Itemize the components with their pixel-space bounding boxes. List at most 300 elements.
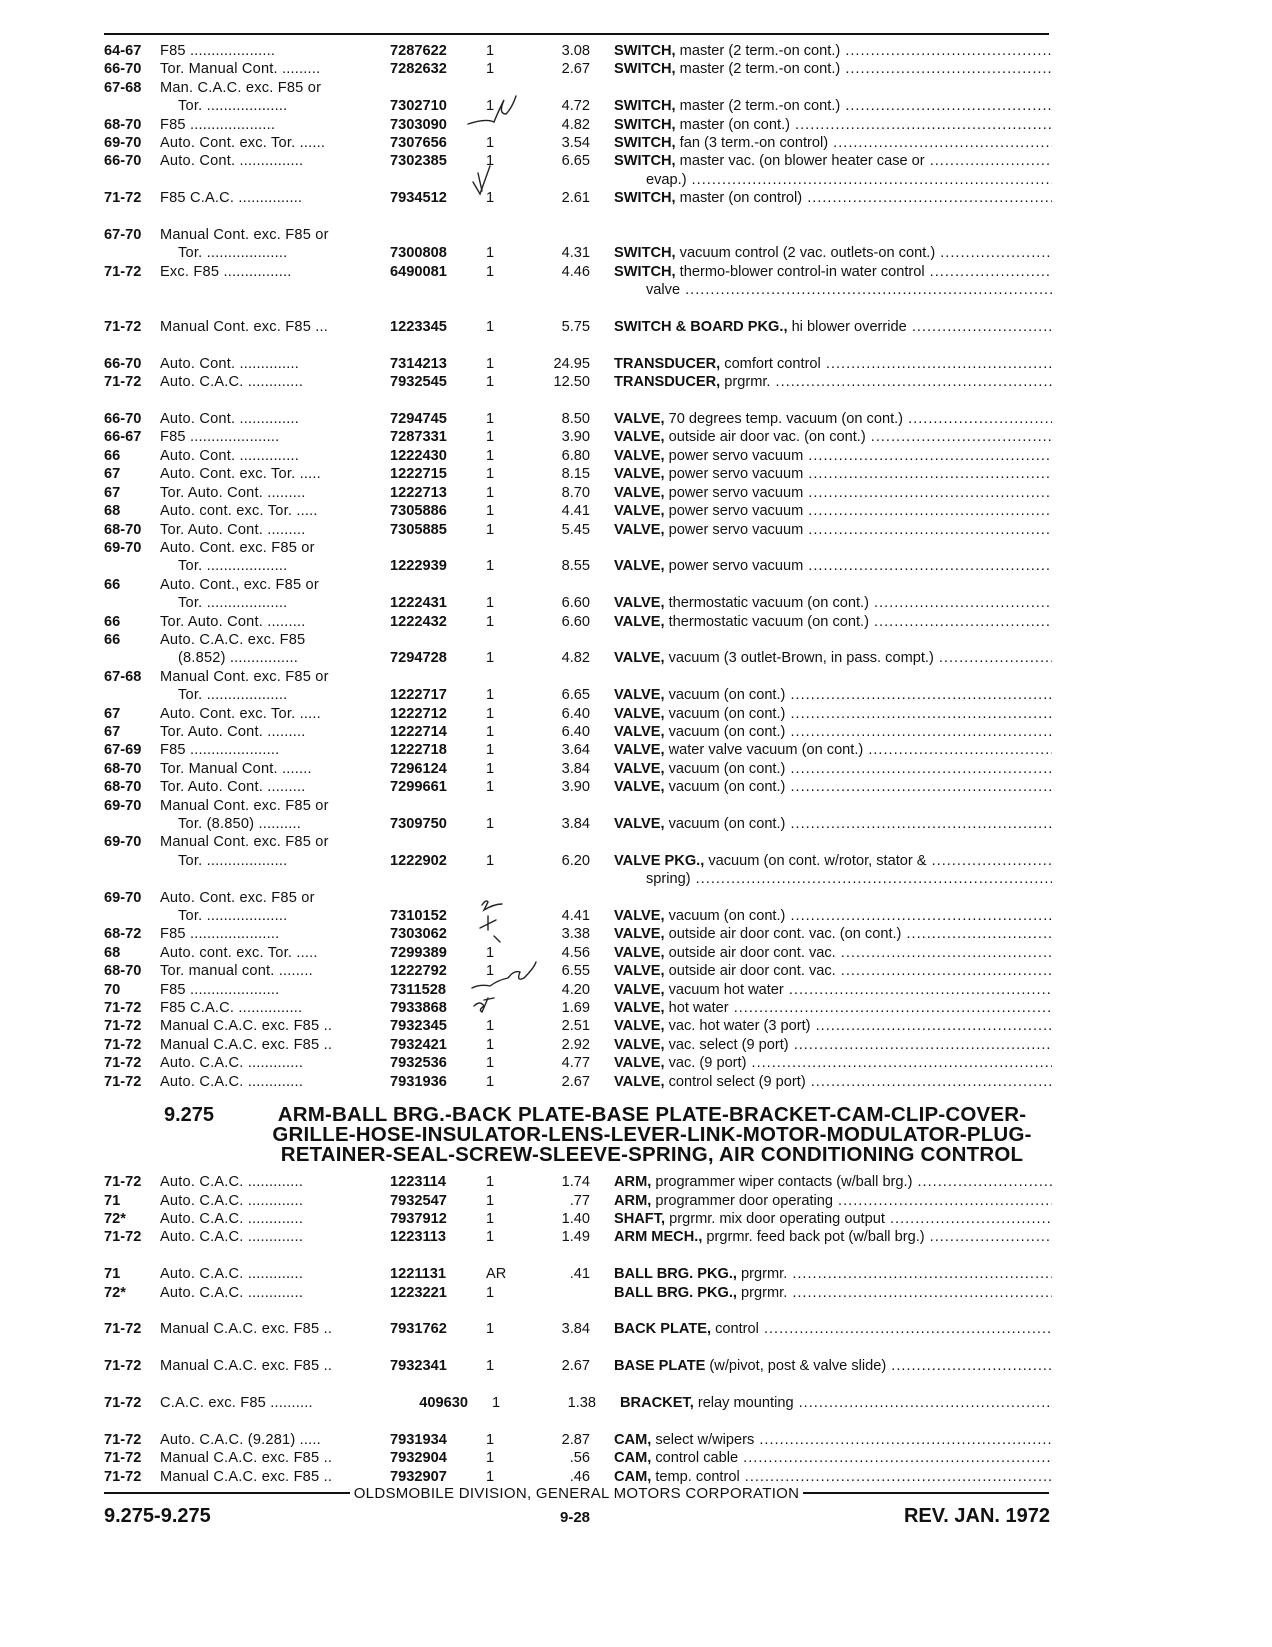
quantity: 1 <box>486 558 495 575</box>
application: Tor. ................... <box>178 908 288 925</box>
part-detail: vacuum (on cont.) ..... <box>665 816 1052 832</box>
part-detail: master vac. (on blower heater case or ..... <box>676 153 1052 169</box>
part-number: 1222718 <box>390 742 447 759</box>
part-detail: hot water ..... <box>665 1000 1052 1016</box>
part-name: SWITCH, <box>614 245 676 262</box>
description <box>590 760 1052 778</box>
price: 4.41 <box>561 908 590 925</box>
model-years: 68 <box>104 944 121 961</box>
part-number: 7282632 <box>390 61 447 78</box>
application: F85 ..................... <box>160 926 280 943</box>
model-years: 71-72 <box>104 1073 142 1090</box>
part-name: VALVE, <box>614 650 665 667</box>
description <box>590 263 1052 281</box>
part-detail: thermostatic vacuum (on cont.) ..... <box>665 614 1052 630</box>
part-detail: power servo vacuum ..... <box>665 448 1052 464</box>
price: 1.74 <box>561 1174 590 1191</box>
part-detail: programmer door operating ..... <box>651 1193 1052 1209</box>
model-years: 69-70 <box>104 539 142 556</box>
application: Manual Cont. exc. F85 or <box>160 668 329 685</box>
price: 6.20 <box>561 852 590 869</box>
part-row <box>104 631 1052 649</box>
part-row <box>104 1394 1052 1412</box>
model-years: 67 <box>104 705 121 722</box>
model-years: 72* <box>104 1210 126 1227</box>
part-row <box>104 79 1052 97</box>
part-row <box>104 410 1052 428</box>
model-years: 71 <box>104 1266 121 1283</box>
description <box>590 723 1052 741</box>
model-years: 67-68 <box>104 668 142 685</box>
application: Tor. (8.850) .......... <box>178 816 302 832</box>
description <box>590 981 1052 999</box>
application: Tor. Auto. Cont. ......... <box>160 613 306 630</box>
part-row <box>104 42 1052 60</box>
model-years: 71-72 <box>104 1394 142 1411</box>
part-row <box>104 318 1052 336</box>
part-number: 1223113 <box>390 1229 447 1246</box>
part-row <box>104 576 1052 594</box>
quantity: 1 <box>486 1229 495 1246</box>
description <box>590 1192 1052 1210</box>
quantity: 1 <box>486 1284 495 1301</box>
quantity: 1 <box>486 963 495 980</box>
section-ac-control <box>104 1173 1052 1486</box>
part-name: SWITCH, <box>614 190 676 207</box>
model-years: 71-72 <box>104 190 142 207</box>
quantity: 1 <box>486 245 495 262</box>
part-row <box>104 999 1052 1017</box>
part-name: SHAFT, <box>614 1210 666 1227</box>
quantity: 1 <box>486 1210 495 1227</box>
model-years: 71 <box>104 1192 121 1209</box>
model-years: 68-70 <box>104 760 142 777</box>
quantity: 1 <box>486 687 495 704</box>
part-detail: thermostatic vacuum (on cont.) ..... <box>665 595 1052 611</box>
part-row <box>104 1431 1052 1449</box>
part-name: SWITCH & BOARD PKG., <box>614 319 788 336</box>
description <box>590 116 1052 134</box>
part-row <box>104 797 1052 815</box>
price: 1.69 <box>561 1000 590 1017</box>
part-number: 7933868 <box>390 1000 447 1017</box>
description <box>590 244 1052 262</box>
part-name: VALVE, <box>614 503 665 520</box>
application: (8.852) ................ <box>178 650 298 667</box>
part-detail: comfort control ..... <box>720 356 1052 372</box>
price: 4.46 <box>561 263 590 280</box>
application: Man. C.A.C. exc. F85 or <box>160 79 322 96</box>
part-row <box>104 152 1052 170</box>
price: 4.20 <box>561 981 590 998</box>
quantity: 1 <box>486 852 495 869</box>
part-name: VALVE, <box>614 816 665 832</box>
price: 4.82 <box>561 116 590 133</box>
description <box>590 613 1052 631</box>
part-row <box>104 1192 1052 1210</box>
part-name: BASE PLATE <box>614 1358 706 1375</box>
application: Manual C.A.C. exc. F85 .. <box>160 1018 333 1035</box>
description <box>590 741 1052 759</box>
quantity: 1 <box>486 484 495 501</box>
part-name: BALL BRG. PKG., <box>614 1266 737 1283</box>
application: Auto. cont. exc. Tor. ..... <box>160 944 318 961</box>
part-detail: power servo vacuum ..... <box>665 485 1052 501</box>
part-row <box>104 741 1052 759</box>
part-row <box>104 134 1052 152</box>
description <box>590 373 1052 391</box>
part-detail: power servo vacuum ..... <box>665 503 1052 519</box>
application: Manual C.A.C. exc. F85 .. <box>160 1450 333 1467</box>
part-number: 1222431 <box>390 595 447 612</box>
quantity: 1 <box>486 355 495 372</box>
part-detail: select w/wipers ..... <box>651 1432 1052 1448</box>
application: Tor. Auto. Cont. ......... <box>160 779 306 796</box>
model-years: 66 <box>104 631 121 648</box>
part-number: 7305885 <box>390 521 447 538</box>
part-number: 1222714 <box>390 723 447 740</box>
description <box>590 410 1052 428</box>
description <box>590 1320 1052 1338</box>
part-number: 1222432 <box>390 613 447 630</box>
application: Tor. Manual Cont. ....... <box>160 760 312 777</box>
part-row <box>104 1073 1052 1091</box>
part-row <box>104 1210 1052 1228</box>
quantity: 1 <box>486 944 495 961</box>
application: Auto. C.A.C. ............. <box>160 1055 304 1072</box>
application: Auto. C.A.C. ............. <box>160 1174 304 1191</box>
description <box>590 705 1052 723</box>
model-years: 71-72 <box>104 1450 142 1467</box>
part-detail: vacuum (on cont.) ..... <box>665 687 1052 703</box>
description <box>590 134 1052 152</box>
part-name: SWITCH, <box>614 98 676 115</box>
part-name: VALVE, <box>614 447 665 464</box>
part-number: 7314213 <box>390 355 447 372</box>
application: Auto. C.A.C. ............. <box>160 1266 304 1283</box>
model-years: 66-70 <box>104 61 142 78</box>
part-name: CAM, <box>614 1468 652 1485</box>
model-years: 67 <box>104 484 121 501</box>
price: 8.55 <box>561 558 590 575</box>
part-row <box>104 521 1052 539</box>
part-name: SWITCH, <box>614 116 676 133</box>
description <box>590 502 1052 520</box>
part-detail: control ..... <box>711 1321 1052 1337</box>
description <box>590 152 1052 170</box>
part-row <box>104 502 1052 520</box>
application: Auto. Cont. exc. Tor. ..... <box>160 466 321 483</box>
description <box>590 1036 1052 1054</box>
description <box>590 594 1052 612</box>
price: 8.50 <box>561 411 590 428</box>
description <box>590 778 1052 796</box>
part-name: VALVE, <box>614 558 665 575</box>
part-number: 1222713 <box>390 484 447 501</box>
quantity: 1 <box>486 61 495 78</box>
description <box>590 870 1052 888</box>
application: Auto. Cont. exc. F85 or <box>160 539 315 556</box>
part-name: SWITCH, <box>614 263 676 280</box>
part-row <box>104 189 1052 207</box>
price: .46 <box>569 1468 590 1485</box>
part-number: 1223345 <box>390 319 447 336</box>
part-row <box>104 226 1052 244</box>
part-row <box>104 1284 1052 1302</box>
part-number: 7932421 <box>390 1036 447 1053</box>
application: Auto. Cont. .............. <box>160 355 300 372</box>
description <box>590 484 1052 502</box>
quantity: 1 <box>486 190 495 207</box>
footer-section-range: 9.275-9.275 <box>104 1505 211 1527</box>
description <box>590 557 1052 575</box>
footer-rule-left <box>104 1492 350 1494</box>
part-name: VALVE, <box>614 687 665 704</box>
part-number: 7305886 <box>390 503 447 520</box>
part-row <box>104 171 1052 189</box>
model-years: 66-70 <box>104 355 142 372</box>
part-name: VALVE, <box>614 1000 665 1017</box>
application: Tor. ................... <box>178 595 288 612</box>
part-detail: prgrmr. mix door operating output ..... <box>665 1211 1052 1227</box>
part-detail: prgrmr. ..... <box>737 1266 1052 1282</box>
application: Auto. C.A.C. ............. <box>160 374 304 391</box>
application: Auto. C.A.C. ............. <box>160 1192 304 1209</box>
model-years: 70 <box>104 981 121 998</box>
part-detail: programmer wiper contacts (w/ball brg.) ..... <box>651 1174 1052 1190</box>
part-number: 7931936 <box>390 1073 447 1090</box>
part-name: SWITCH, <box>614 61 676 78</box>
footer-rule <box>104 1486 1049 1500</box>
part-number: 7311528 <box>390 981 447 998</box>
model-years: 69-70 <box>104 834 142 851</box>
application: Manual Cont. exc. F85 or <box>160 797 329 814</box>
part-name: VALVE, <box>614 705 665 722</box>
application: Auto. Cont. .............. <box>160 447 300 464</box>
part-number: 1222715 <box>390 466 447 483</box>
part-name: VALVE, <box>614 484 665 501</box>
part-number: 7931934 <box>390 1431 447 1448</box>
part-number: 7937912 <box>390 1210 447 1227</box>
price: 24.95 <box>553 355 590 372</box>
part-row <box>104 428 1052 446</box>
description <box>590 465 1052 483</box>
part-number: 7303062 <box>390 926 447 943</box>
part-number: 7302385 <box>390 153 447 170</box>
part-detail: outside air door cont. vac. ..... <box>665 963 1052 979</box>
price: 2.87 <box>561 1431 590 1448</box>
part-number: 7299661 <box>390 779 447 796</box>
heading-line-1: ARM-BALL BRG.-BACK PLATE-BASE PLATE-BRACKET-CAM-CLIP-COVER- <box>277 1103 1027 1127</box>
part-row <box>104 557 1052 575</box>
description <box>590 649 1052 667</box>
model-years: 71-72 <box>104 1036 142 1053</box>
price: 3.90 <box>561 779 590 796</box>
quantity: 1 <box>486 263 495 280</box>
part-number: 7932545 <box>390 374 447 391</box>
part-row <box>104 1265 1052 1283</box>
part-number: 1222902 <box>390 852 447 869</box>
model-years: 71-72 <box>104 263 142 280</box>
application: Auto. C.A.C. ............. <box>160 1073 304 1090</box>
application: Auto. cont. exc. Tor. ..... <box>160 503 318 520</box>
price: 3.54 <box>561 135 590 152</box>
application: F85 ..................... <box>160 742 280 759</box>
parts-list <box>104 42 1052 1486</box>
part-number: 7287622 <box>390 43 447 59</box>
description <box>590 944 1052 962</box>
part-number: 7309750 <box>390 816 447 832</box>
part-detail: 70 degrees temp. vacuum (on cont.) ..... <box>665 411 1052 427</box>
footer-page-number: 9-28 <box>560 1509 591 1526</box>
part-row <box>104 281 1052 299</box>
part-number: 7932904 <box>390 1450 447 1467</box>
part-detail: vacuum hot water ..... <box>665 982 1052 998</box>
quantity: 1 <box>486 1018 495 1035</box>
model-years: 71-72 <box>104 1018 142 1035</box>
part-detail: temp. control ..... <box>651 1469 1052 1485</box>
model-years: 71-72 <box>104 319 142 336</box>
part-number: 7300808 <box>390 245 447 262</box>
model-years: 69-70 <box>104 135 142 152</box>
price: 4.41 <box>561 503 590 520</box>
price: 12.50 <box>553 374 590 391</box>
description <box>590 1284 1052 1302</box>
part-name: BACK PLATE, <box>614 1321 712 1338</box>
price: 3.84 <box>561 1321 590 1338</box>
price: 5.75 <box>561 319 590 336</box>
price: 4.56 <box>561 944 590 961</box>
price: 3.84 <box>561 816 590 832</box>
part-number: 1223114 <box>390 1174 447 1191</box>
description <box>590 1357 1052 1375</box>
part-number: 7294728 <box>390 650 447 667</box>
application: Auto. C.A.C. ............. <box>160 1284 304 1301</box>
application: C.A.C. exc. F85 .......... <box>160 1394 313 1411</box>
description <box>590 1265 1052 1283</box>
quantity: 1 <box>486 1055 495 1072</box>
description <box>590 1449 1052 1467</box>
quantity: 1 <box>486 1174 495 1191</box>
application: Auto. C.A.C. exc. F85 <box>160 631 306 648</box>
part-number: 409630 <box>419 1394 468 1411</box>
application: Manual Cont. exc. F85 ... <box>160 319 329 336</box>
price: 3.64 <box>561 742 590 759</box>
part-name: VALVE, <box>614 926 665 943</box>
part-row <box>104 484 1052 502</box>
part-name: VALVE, <box>614 521 665 538</box>
application: Auto. Cont., exc. F85 or <box>160 576 319 593</box>
part-name: VALVE, <box>614 1073 665 1090</box>
part-detail: master (on control) ..... <box>676 190 1052 206</box>
price: 2.61 <box>561 190 590 207</box>
price: 3.90 <box>561 429 590 446</box>
quantity: 1 <box>486 98 495 115</box>
part-name: VALVE, <box>614 466 665 483</box>
application: Auto. Cont. .............. <box>160 411 300 428</box>
part-detail: vacuum (on cont. w/rotor, stator & ..... <box>704 853 1052 869</box>
part-row <box>104 925 1052 943</box>
part-number: 7303090 <box>390 116 447 133</box>
application: Tor. ................... <box>178 245 288 262</box>
price: 2.67 <box>561 61 590 78</box>
part-detail: fan (3 term.-on control) ..... <box>676 135 1052 151</box>
quantity: 1 <box>486 742 495 759</box>
description <box>590 42 1052 60</box>
part-row <box>104 1017 1052 1035</box>
quantity: 1 <box>486 521 495 538</box>
part-number: 7932547 <box>390 1192 447 1209</box>
price: 2.67 <box>561 1073 590 1090</box>
part-row <box>104 1320 1052 1338</box>
part-row <box>104 705 1052 723</box>
model-years: 66 <box>104 613 121 630</box>
part-detail: vacuum control (2 vac. outlets-on cont.) ..... <box>676 245 1052 261</box>
part-row <box>104 1357 1052 1375</box>
part-number: 7296124 <box>390 760 447 777</box>
part-name: VALVE, <box>614 1018 665 1035</box>
section-switch-valve <box>104 42 1052 1091</box>
description <box>590 318 1052 336</box>
section-heading <box>104 1105 1052 1165</box>
part-name: VALVE, <box>614 429 665 446</box>
part-detail: vacuum (on cont.) ..... <box>665 908 1052 924</box>
part-row <box>104 907 1052 925</box>
part-detail: outside air door vac. (on cont.) ..... <box>665 429 1052 445</box>
model-years: 66-70 <box>104 153 142 170</box>
part-row <box>104 1468 1052 1486</box>
part-detail: outside air door cont. vac. (on cont.) ..... <box>665 926 1052 942</box>
price: 4.31 <box>561 245 590 262</box>
description <box>590 1173 1052 1191</box>
part-row <box>104 944 1052 962</box>
model-years: 71-72 <box>104 1431 142 1448</box>
application: Tor. ................... <box>178 687 288 704</box>
quantity: 1 <box>486 153 495 170</box>
description <box>590 925 1052 943</box>
part-row <box>104 870 1052 888</box>
model-years: 68-72 <box>104 926 142 943</box>
part-number: 1221131 <box>390 1266 447 1283</box>
heading-line-3: RETAINER-SEAL-SCREW-SLEEVE-SPRING, AIR CONDITIONING CONTROL <box>280 1143 1024 1167</box>
quantity: AR <box>486 1266 507 1283</box>
part-number: 7932536 <box>390 1055 447 1072</box>
price: 1.38 <box>567 1394 596 1411</box>
description <box>590 852 1052 870</box>
part-name: BALL BRG. PKG., <box>614 1284 737 1301</box>
part-detail: prgrmr. ..... <box>737 1285 1052 1301</box>
part-detail: vacuum (on cont.) ..... <box>665 706 1052 722</box>
description <box>590 1468 1052 1486</box>
quantity: 1 <box>486 1036 495 1053</box>
part-detail: thermo-blower control-in water control ..... <box>676 264 1052 280</box>
part-row <box>104 778 1052 796</box>
application: F85 C.A.C. ............... <box>160 190 303 207</box>
quantity: 1 <box>486 1321 495 1338</box>
part-number: 7932907 <box>390 1468 447 1485</box>
quantity: 1 <box>486 43 495 59</box>
description <box>590 1054 1052 1072</box>
price: 6.40 <box>561 723 590 740</box>
quantity: 1 <box>486 374 495 391</box>
part-row <box>104 244 1052 262</box>
description <box>590 686 1052 704</box>
price: 1.40 <box>561 1210 590 1227</box>
application: Tor. Auto. Cont. ......... <box>160 521 306 538</box>
description <box>590 815 1052 833</box>
price: 1.49 <box>561 1229 590 1246</box>
application: Manual C.A.C. exc. F85 .. <box>160 1468 333 1485</box>
